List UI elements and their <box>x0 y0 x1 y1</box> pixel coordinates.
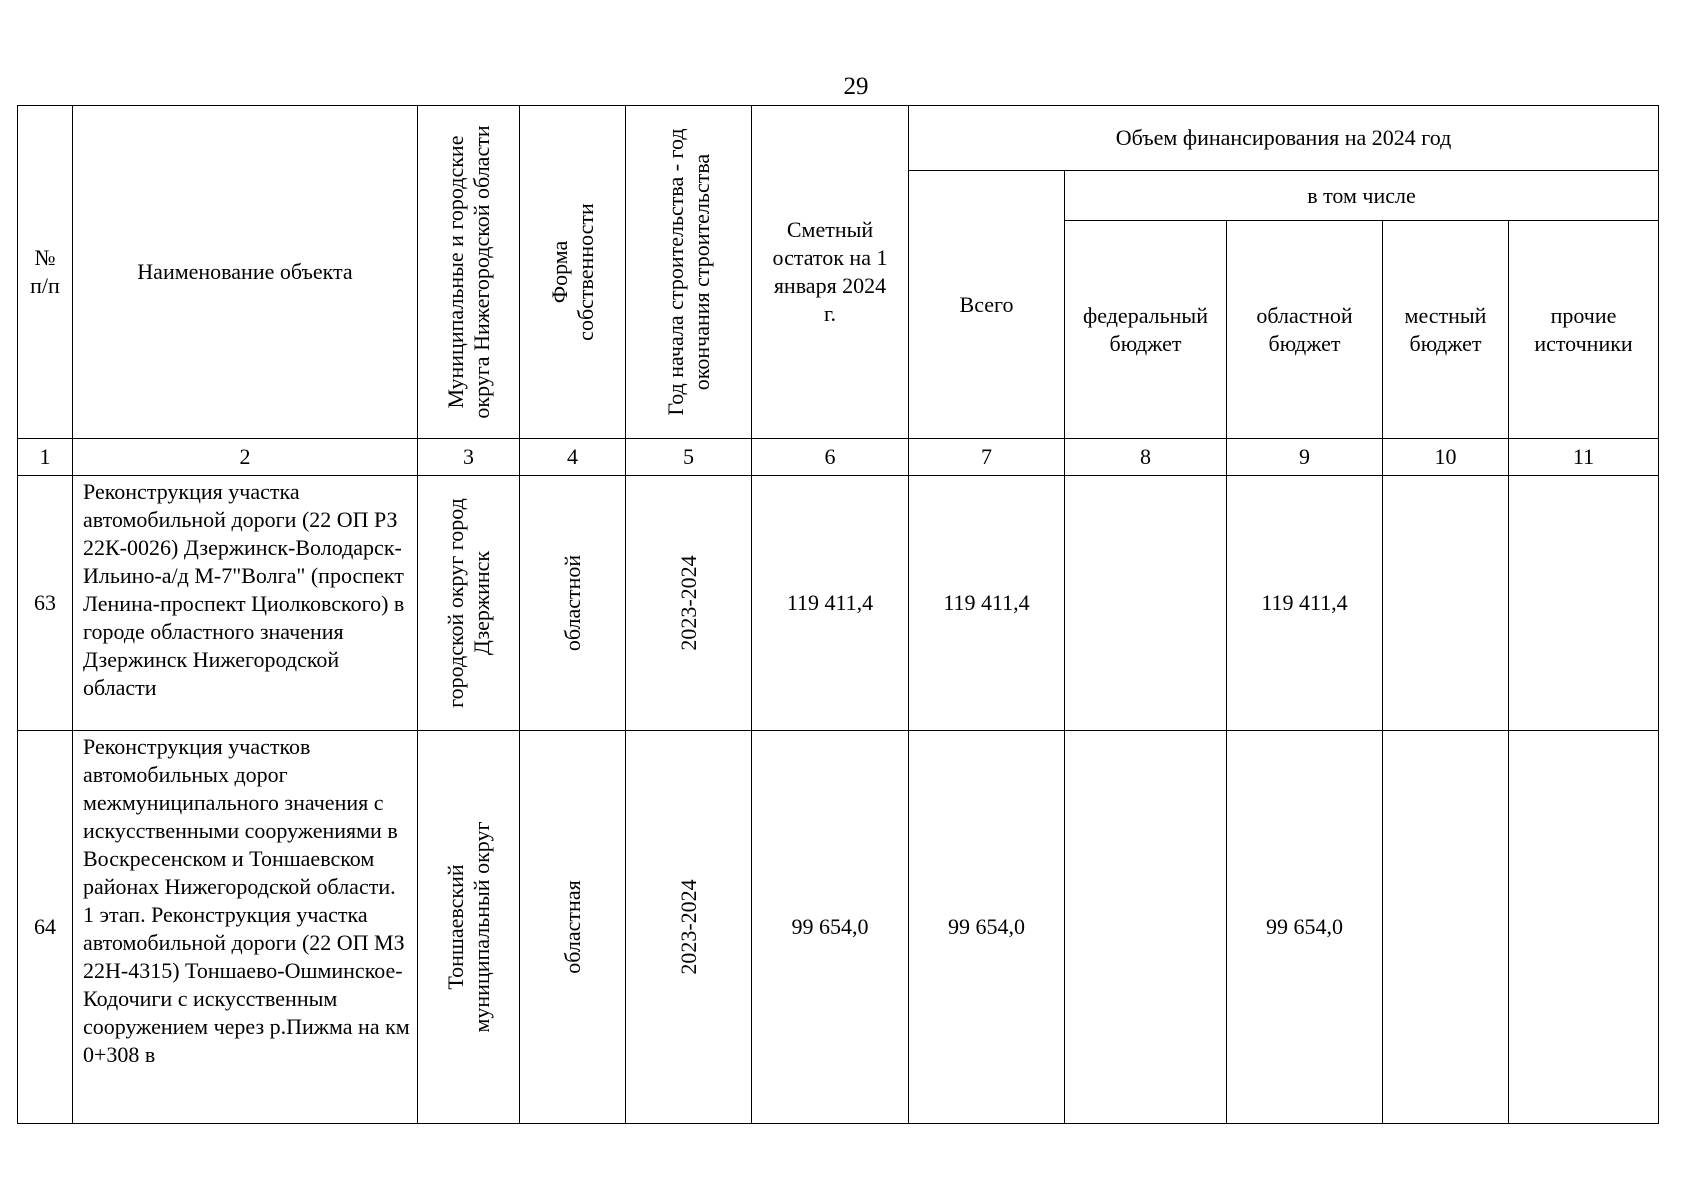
header-local-label: местный бюджет <box>1404 302 1487 356</box>
row-municipal-text: Тоншаевский муниципальный округ <box>442 821 494 1033</box>
header-total-label: Всего <box>959 291 1014 317</box>
row-regional: 99 654,0 <box>1227 731 1383 1124</box>
column-number: 4 <box>520 439 626 476</box>
row-total: 99 654,0 <box>909 731 1065 1124</box>
page-number: 29 <box>843 73 869 100</box>
row-municipal-text: городской округ город Дзержинск <box>442 498 494 708</box>
header-years <box>626 106 752 439</box>
table-row <box>18 731 1659 1124</box>
column-number: 8 <box>1065 439 1227 476</box>
row-local <box>1383 476 1509 731</box>
row-remainder: 99 654,0 <box>752 731 909 1124</box>
row-ownership-text: областной <box>559 554 585 652</box>
row-ownership <box>520 476 626 731</box>
header-name <box>73 106 418 439</box>
header-federal <box>1065 221 1227 439</box>
header-local <box>1383 221 1509 439</box>
header-remainder <box>752 106 909 439</box>
row-name: Реконструкция участка автомобильной дороги (22 ОП РЗ 22К-0026) Дзержинск-Володарск-Ильино-а/д М-7"Волга" (проспект Ленина-проспект Циолковского) в городе областного значения Дзержинск Нижегородской области <box>73 476 418 731</box>
header-regional-label: областной бюджет <box>1256 302 1353 356</box>
header-municipal <box>418 106 520 439</box>
header-municipal-label: Муниципальные и городские округа Нижегородской области <box>442 125 494 419</box>
header-total <box>909 171 1065 439</box>
row-total: 119 411,4 <box>909 476 1065 731</box>
header-ownership-label: Форма собственности <box>546 203 598 341</box>
header-funding-label: Объем финансирования на 2024 год <box>1115 125 1452 150</box>
column-number: 7 <box>909 439 1065 476</box>
header-num <box>18 106 73 439</box>
row-years <box>626 476 752 731</box>
header-remainder-label: Сметный остаток на 1 января 2024 г. <box>772 217 888 326</box>
column-number: 10 <box>1383 439 1509 476</box>
header-including <box>1065 171 1659 221</box>
row-other <box>1509 731 1659 1124</box>
header-other-label: прочие источники <box>1534 302 1633 356</box>
header-num-label: № п/п <box>30 245 60 298</box>
row-years-text: 2023-2024 <box>675 879 701 975</box>
header-ownership <box>520 106 626 439</box>
row-name: Реконструкция участков автомобильных дорог межмуниципального значения с искусственными сооружениями в Воскресенском и Тоншаевском районах Нижегородской области. 1 этап. Реконструкция участка автомобильной дороги (22 ОП МЗ 22Н-4315) Тоншаево-Ошминское-Кодочиги с искусственным сооружением через р.Пижма на км 0+308 в <box>73 731 418 1124</box>
financing-table <box>17 105 1659 1124</box>
row-num: 63 <box>18 476 73 731</box>
table-row <box>18 476 1659 731</box>
row-ownership-text: областная <box>559 880 585 974</box>
header-row-1 <box>18 106 1659 171</box>
column-number: 11 <box>1509 439 1659 476</box>
header-regional <box>1227 221 1383 439</box>
header-years-label: Год начала строительства - год окончания строительства <box>662 128 714 416</box>
row-federal <box>1065 476 1227 731</box>
column-number: 6 <box>752 439 909 476</box>
row-remainder: 119 411,4 <box>752 476 909 731</box>
column-number: 9 <box>1227 439 1383 476</box>
header-including-label: в том числе <box>1307 182 1416 208</box>
header-funding <box>909 106 1659 171</box>
row-other <box>1509 476 1659 731</box>
column-number: 5 <box>626 439 752 476</box>
row-num: 64 <box>18 731 73 1124</box>
column-number: 1 <box>18 439 73 476</box>
row-municipal <box>418 731 520 1124</box>
row-municipal <box>418 476 520 731</box>
row-regional: 119 411,4 <box>1227 476 1383 731</box>
row-local <box>1383 731 1509 1124</box>
column-number: 2 <box>73 439 418 476</box>
row-federal <box>1065 731 1227 1124</box>
column-numbers-row <box>18 439 1659 476</box>
row-ownership <box>520 731 626 1124</box>
column-number: 3 <box>418 439 520 476</box>
header-other <box>1509 221 1659 439</box>
header-federal-label: федеральный бюджет <box>1083 302 1208 356</box>
header-name-label: Наименование объекта <box>137 259 353 284</box>
row-years <box>626 731 752 1124</box>
row-years-text: 2023-2024 <box>675 555 701 651</box>
